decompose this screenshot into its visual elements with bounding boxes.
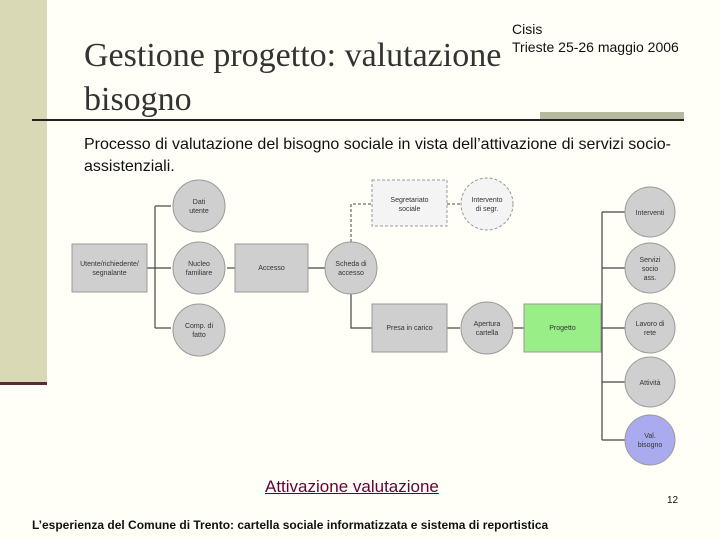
attivazione-valutazione-link[interactable]: Attivazione valutazione: [265, 477, 439, 496]
node-utente: [72, 244, 147, 292]
node-attivita: [625, 357, 675, 407]
node-lavoro-rete: [625, 303, 675, 353]
node-progetto: [524, 304, 601, 352]
sidebar-accent-line: [0, 382, 47, 385]
header-org: Cisis: [512, 21, 543, 37]
node-segretariato: [372, 180, 447, 226]
node-dati-utente: [173, 180, 225, 232]
node-scheda-l1: Scheda di: [335, 261, 367, 268]
footer-text: L’esperienza del Comune di Trento: cartella sociale informatizzata e sistema di reportistica: [32, 518, 549, 532]
header-event: Trieste 25-26 maggio 2006: [512, 39, 679, 55]
header-info: [512, 20, 679, 56]
node-servizi: [625, 243, 675, 293]
node-lavoro-l2: rete: [643, 330, 657, 337]
node-interventi-l1: Interventi: [635, 210, 665, 217]
node-interv-segr-l1: Intervento: [471, 197, 503, 204]
process-diagram: [60, 172, 690, 472]
node-progetto-l1: Progetto: [549, 325, 576, 332]
node-dati-l2: utente: [189, 208, 209, 215]
node-utente-l1: Utente/richiedente/: [80, 261, 139, 268]
node-lavoro-l1: Lavoro di: [635, 321, 665, 328]
slide-subtitle: Processo di valutazione del bisogno sociale in vista dell’attivazione di servizi socio-assistenziali.: [84, 136, 671, 175]
node-segr-l1: Segretariato: [390, 197, 429, 204]
slide-title: [84, 34, 501, 122]
node-val-l1: Val.: [644, 433, 656, 440]
node-presa-l1: Presa in carico: [386, 325, 433, 332]
node-presa-in-carico: [372, 304, 447, 352]
node-utente-l2: segnalante: [92, 270, 127, 277]
node-val-bisogno: [625, 415, 675, 465]
node-comp-l2: fatto: [192, 332, 206, 339]
slide-title-line2: bisogno: [84, 81, 192, 118]
node-scheda-l2: accesso: [338, 270, 364, 277]
node-servizi-l3: ass.: [643, 275, 657, 282]
node-scheda-accesso: [325, 242, 377, 294]
node-nucleo-l1: Nucleo: [188, 261, 210, 268]
node-nucleo-familiare: [173, 242, 225, 294]
node-accesso: [235, 244, 308, 292]
node-interv-segr-l2: di segr.: [475, 206, 499, 213]
node-apertura-l2: cartella: [475, 330, 499, 337]
node-apertura-l1: Apertura: [473, 321, 501, 328]
title-rule: [32, 119, 684, 121]
node-segr-l2: sociale: [398, 206, 421, 213]
node-comp-l1: Comp. di: [184, 323, 214, 330]
slide-title-line1: Gestione progetto: valutazione: [84, 37, 502, 74]
node-apertura-cartella: [461, 302, 513, 354]
node-nucleo-l2: familiare: [185, 270, 213, 277]
node-accesso-l1: Accesso: [258, 265, 285, 272]
node-attivita-l1: Attività: [639, 380, 661, 387]
page-number: 12: [667, 495, 679, 506]
node-val-l2: bisogno: [637, 442, 663, 449]
node-servizi-l1: Servizi: [639, 257, 661, 264]
node-comp-fatto: [173, 304, 225, 356]
node-interventi: [625, 187, 675, 237]
node-dati-l1: Dati: [192, 199, 206, 206]
node-servizi-l2: socio: [641, 266, 659, 273]
sidebar-decoration: [0, 0, 47, 385]
node-intervento-segr: [461, 178, 513, 230]
